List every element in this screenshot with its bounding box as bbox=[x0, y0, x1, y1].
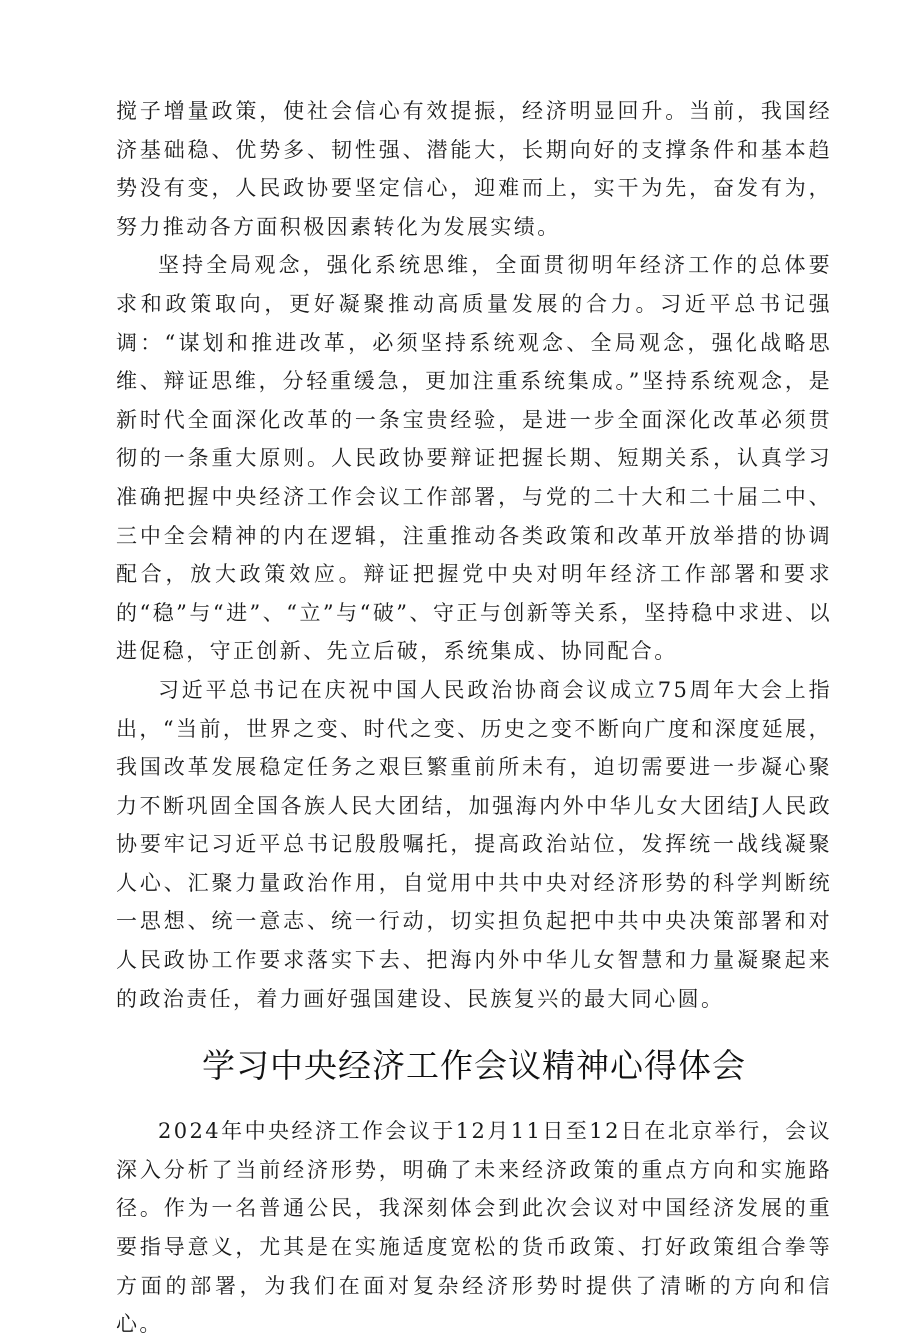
paragraph-cppcc-75th: 习近平总书记在庆祝中国人民政治协商会议成立75周年大会上指出，“当前，世界之变、时代之变、历史之变不断向广度和深度延展，我国改革发展稳定任务之艰巨繁重前所未有，迫切需要进一步凝心聚力不断巩固全国各族人民大团结，加强海内外中华儿女大团结J人民政协要牢记习近平总书记殷殷嘱托，提高政治站位，发挥统一战线凝聚人心、汇聚力量政治作用，自觉用中共中央对经济形势的科学判断统一思想、统一意志、统一行动，切实担负起把中共中央决策部署和对人民政协工作要求落实下去、把海内外中华儿女智慧和力量凝聚起来的政治责任，着力画好强国建设、民族复兴的最大同心圆。 bbox=[116, 677, 832, 1011]
paragraph-continuation: 搅子增量政策，使社会信心有效提振，经济明显回升。当前，我国经济基础稳、优势多、韧性强、潜能大，长期向好的支撑条件和基本趋势没有变，人民政协要坚定信心，迎难而上，实干为先，奋发有为，努力推动各方面积极因素转化为发展实绩。 bbox=[116, 99, 832, 239]
article-title: 学习中央经济工作会议精神心得体会 bbox=[202, 1046, 746, 1086]
document-page bbox=[116, 92, 832, 1344]
paragraph-system-thinking: 坚持全局观念，强化系统思维，全面贯彻明年经济工作的总体要求和政策取向，更好凝聚推动高质量发展的合力。习近平总书记强调：“谋划和推进改革，必须坚持系统观念、全局观念，强化战略思维、辩证思维，分轻重缓急，更加注重系统集成。”坚持系统观念，是新时代全面深化改革的一条宝贵经验，是进一步全面深化改革必须贯彻的一条重大原则。人民政协要辩证把握长期、短期关系，认真学习准确把握中央经济工作会议工作部署，与党的二十大和二十届二中、三中全会精神的内在逻辑，注重推动各类政策和改革开放举措的协调配合，放大政策效应。辩证把握党中央对明年经济工作部署和要求的“稳”与“进”、“立”与“破”、守正与创新等关系，坚持稳中求进、以进促稳，守正创新、先立后破，系统集成、协同配合。 bbox=[116, 253, 832, 664]
paragraph-intro-2024: 2024年中央经济工作会议于12月11日至12日在北京举行，会议深入分析了当前经济形势，明确了未来经济政策的重点方向和实施路径。作为一名普通公民，我深刻体会到此次会议对中国经济发展的重要指导意义，尤其是在实施适度宽松的货币政策、打好政策组合拳等方面的部署，为我们在面对复杂经济形势时提供了清晰的方向和信心。 bbox=[116, 1119, 832, 1337]
